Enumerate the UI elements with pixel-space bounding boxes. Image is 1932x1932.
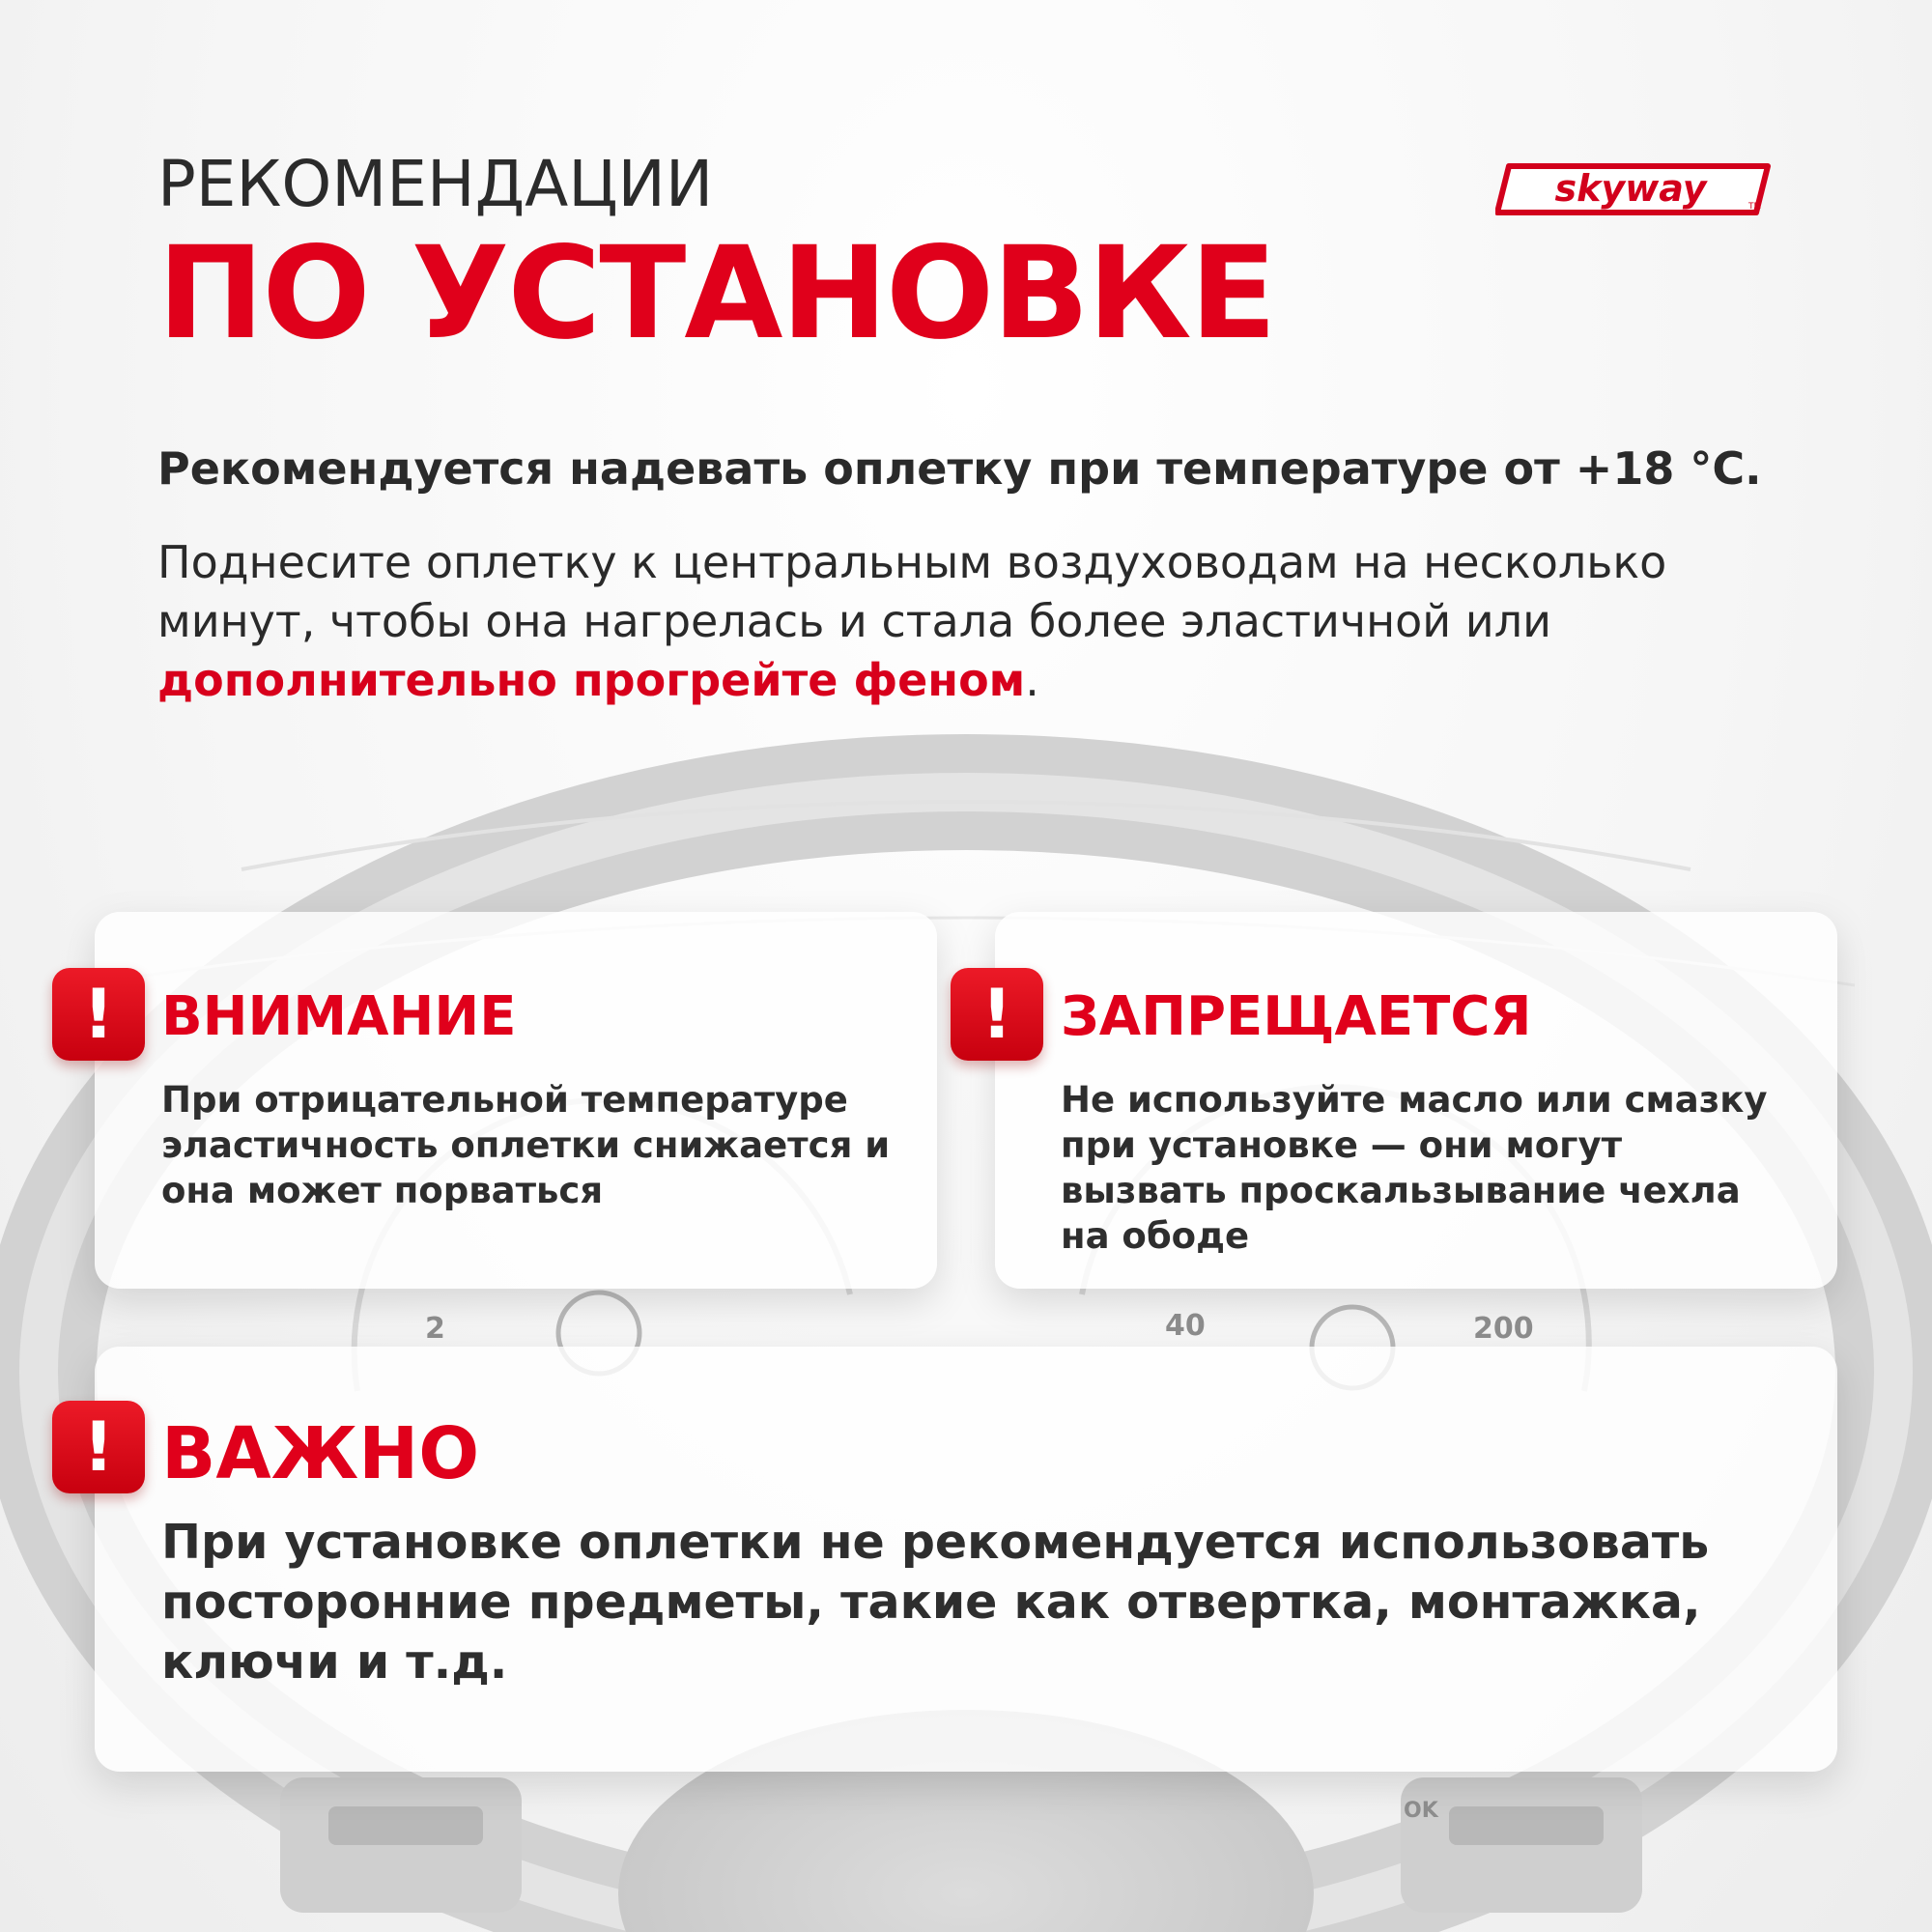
gauge-label: 2 (425, 1312, 445, 1346)
important-title: ВАЖНО (161, 1412, 480, 1495)
attention-text: При отрицательной температуре эластичность оплетки снижается и она может порваться (161, 1079, 891, 1211)
instruction-end: . (1025, 654, 1039, 706)
exclamation-icon: ! (52, 1401, 145, 1493)
important-text: При установке оплетки не рекомендуется использовать посторонние предметы, такие как отвертка, монтажка, ключи и т.д. (161, 1515, 1710, 1690)
gauge-label: 40 (1165, 1309, 1206, 1343)
instruction-text: Поднесите оплетку к центральным воздуховодам на несколько минут, чтобы она нагрелась и стала более эластичной или (157, 536, 1667, 647)
forbidden-title: ЗАПРЕЩАЕТСЯ (1061, 985, 1532, 1048)
temperature-recommendation: Рекомендуется надевать оплетку при температуре от +18 °С. (157, 442, 1762, 495)
gauge-label: 200 (1473, 1312, 1534, 1346)
instruction-highlight: дополнительно прогрейте феном (157, 654, 1026, 706)
brand-name: skyway (1554, 167, 1707, 210)
attention-title: ВНИМАНИЕ (161, 985, 517, 1048)
ok-button-label: OK (1404, 1799, 1438, 1823)
page-title-line1: РЕКОМЕНДАЦИИ (157, 147, 714, 221)
page-title-line2: ПО УСТАНОВКЕ (157, 219, 1275, 368)
warming-instructions (157, 533, 1819, 710)
forbidden-text: Не используйте масло или смазку при установке — они могут вызвать проскальзывание чехла на ободе (1061, 1079, 1768, 1257)
skyway-logo (1495, 162, 1772, 216)
exclamation-icon: ! (52, 968, 145, 1061)
exclamation-icon: ! (951, 968, 1043, 1061)
brand-tm: TM (1748, 202, 1762, 212)
